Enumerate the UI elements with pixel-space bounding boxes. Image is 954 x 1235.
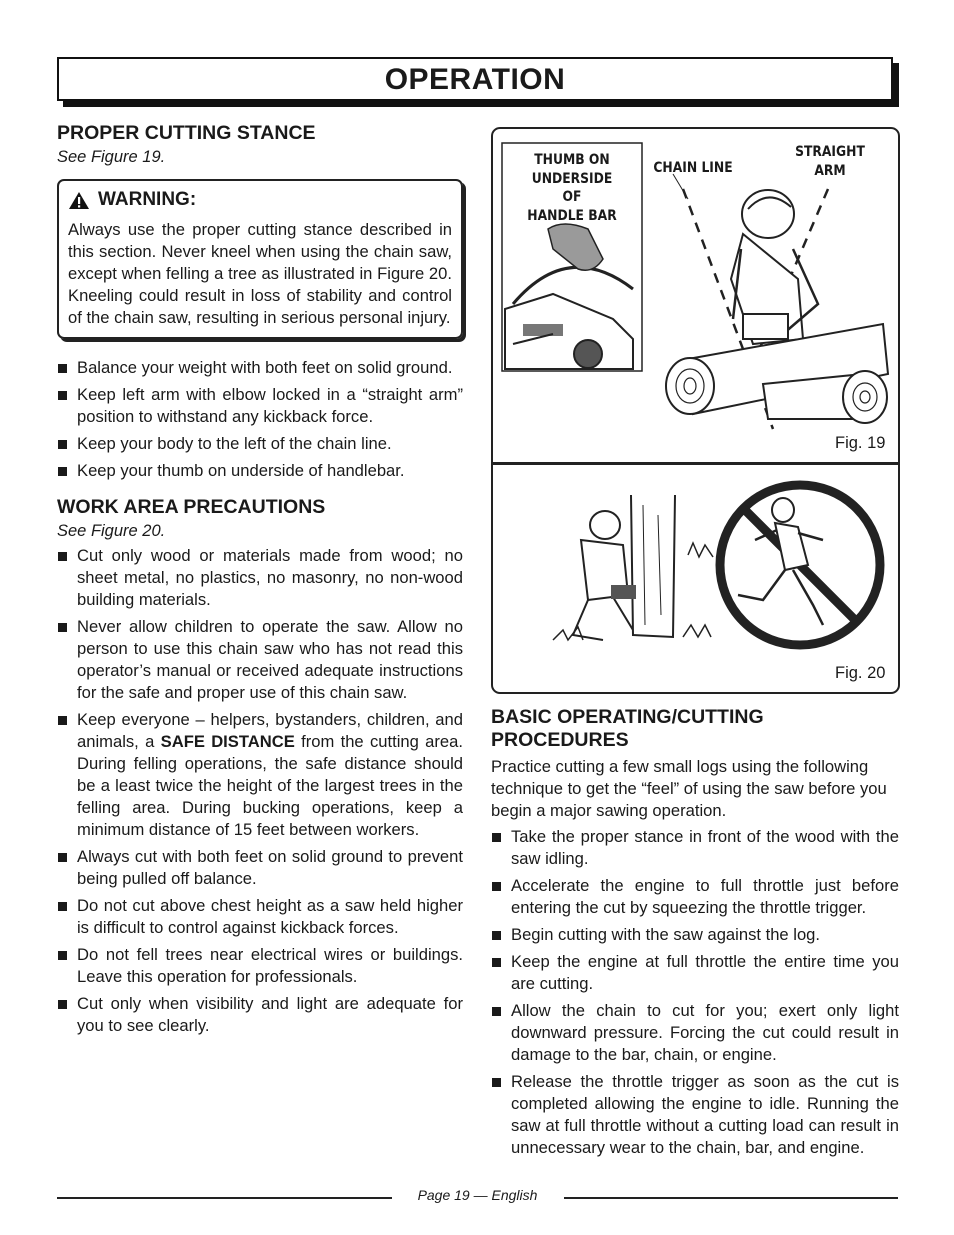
warning-header xyxy=(68,189,452,211)
list-item: Keep your body to the left of the chain line. xyxy=(57,433,463,455)
label-arm-line1: STRAIGHT xyxy=(795,144,865,160)
basic-bullets xyxy=(491,826,899,1159)
label-thumb xyxy=(520,151,624,225)
list-item: Accelerate the engine to full throttle just before entering the cut by squeezing the throttle trigger. xyxy=(491,875,899,919)
right-column xyxy=(491,706,899,1164)
list-item: Cut only when visibility and light are adequate for you to see clearly. xyxy=(57,993,463,1037)
warning-title: WARNING: xyxy=(98,189,197,210)
list-item: Allow the chain to cut for you; exert only light downward pressure. Forcing the cut could result in damage to the bar, chain, or engine. xyxy=(491,1000,899,1066)
list-item: Release the throttle trigger as soon as the cut is completed allowing the engine to idle. Running the saw at full throttle without a cutting load can result in unnecessary wear to the chain, bar, and engine. xyxy=(491,1071,899,1159)
page-title-banner xyxy=(57,57,893,101)
label-thumb-line2: UNDERSIDE OF xyxy=(531,170,613,205)
list-item: Cut only wood or materials made from wood; no sheet metal, no plastics, no masonry, no non-wood building materials. xyxy=(57,545,463,611)
list-item xyxy=(57,709,463,841)
basic-intro: Practice cutting a few small logs using the following technique to get the “feel” of using the saw before you begin a major sawing operation. xyxy=(491,757,887,820)
label-arm-line2: ARM xyxy=(814,162,846,179)
fig19-caption: Fig. 19 xyxy=(835,434,886,452)
list-item: Keep left arm with elbow locked in a “straight arm” position to withstand any kickback force. xyxy=(57,384,463,428)
list-item-text: Keep everyone – helpers, bystanders, children, and animals, a xyxy=(77,710,463,751)
warning-triangle-icon xyxy=(68,191,90,210)
stance-heading: PROPER CUTTING STANCE xyxy=(57,122,316,144)
list-item: Keep your thumb on underside of handlebar. xyxy=(57,460,463,482)
list-item: Balance your weight with both feet on solid ground. xyxy=(57,357,463,379)
fig20-caption: Fig. 20 xyxy=(835,664,886,682)
list-item: Keep the engine at full throttle the entire time you are cutting. xyxy=(491,951,899,995)
label-thumb-line3: HANDLE BAR xyxy=(527,207,617,224)
list-item: Take the proper stance in front of the wood with the saw idling. xyxy=(491,826,899,870)
list-item: Never allow children to operate the saw. Allow no person to use this chain saw who has not read this operator’s manual or received adequate instructions for the safe and proper use of this chain saw. xyxy=(57,616,463,704)
list-item-text: from the cutting area. During felling operations, the safe distance should be a least twice the height of the largest trees in the felling area. During bucking operations, keep a minimum distance of 15 feet between workers. xyxy=(77,732,463,839)
page-title: OPERATION xyxy=(384,63,566,96)
work-area-bullets xyxy=(57,545,463,1037)
list-item: Always cut with both feet on solid ground to prevent being pulled off balance. xyxy=(57,846,463,890)
warning-text: Always use the proper cutting stance described in this section. Never kneel when using the chain saw, except when felling a tree as illustrated in Figure 20. Kneeling could result in loss of stability and control of the chain saw, resulting in serious personal injury. xyxy=(68,220,452,327)
label-chain-line: CHAIN LINE xyxy=(653,160,733,176)
page-footer xyxy=(57,1187,898,1207)
stance-bullets xyxy=(57,357,463,482)
footer-rule-right xyxy=(564,1197,898,1199)
warning-box xyxy=(57,179,463,339)
left-column xyxy=(57,122,463,1042)
list-item: Do not fell trees near electrical wires or buildings. Leave this operation for professionals. xyxy=(57,944,463,988)
work-area-heading: WORK AREA PRECAUTIONS xyxy=(57,496,326,518)
label-straight-arm xyxy=(792,143,869,180)
label-thumb-line1: THUMB ON xyxy=(534,152,610,168)
felling-illustration xyxy=(493,465,898,692)
figure-panel xyxy=(491,127,900,694)
list-item: Begin cutting with the saw against the log. xyxy=(491,924,899,946)
basic-heading-line1: BASIC OPERATING/CUTTING xyxy=(491,706,764,728)
stance-see-figure: See Figure 19. xyxy=(57,148,166,166)
list-item: Do not cut above chest height as a saw held higher is difficult to control against kickback forces. xyxy=(57,895,463,939)
work-area-see-figure: See Figure 20. xyxy=(57,522,166,540)
footer-text: Page 19 — English xyxy=(417,1187,538,1203)
safe-distance-emphasis: SAFE DISTANCE xyxy=(160,732,295,751)
basic-heading-line2: PROCEDURES xyxy=(491,729,629,751)
